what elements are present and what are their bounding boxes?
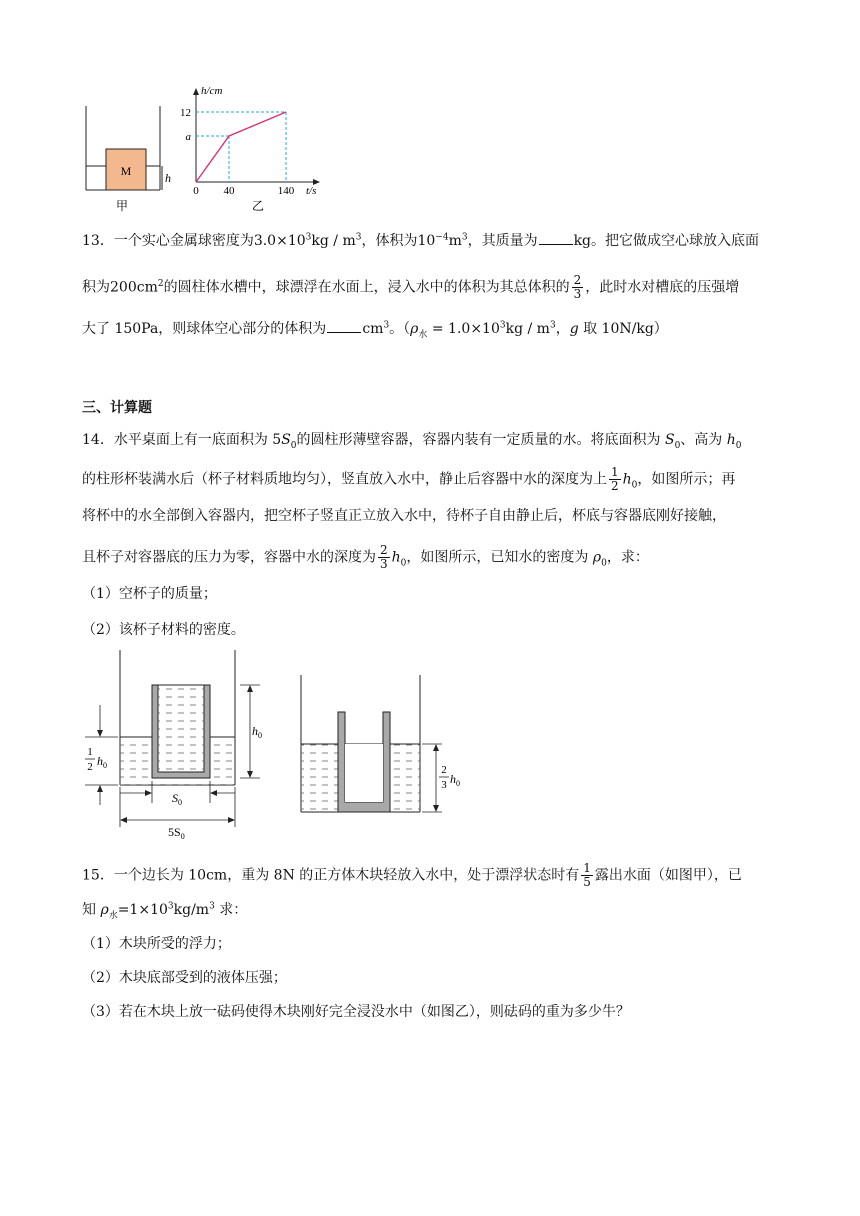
q15-text: 一个边长为 10cm，重为 8N 的正方体木块轻放入水中，处于漂浮状态时有 <box>113 867 580 884</box>
q13-unit: cm <box>362 321 384 337</box>
half-den: 2 <box>87 761 93 773</box>
numerator: 1 <box>583 861 591 875</box>
h-symbol: h <box>252 724 258 738</box>
q13-text: = 1.0×10 <box>427 321 500 337</box>
q15-line2 <box>82 900 247 920</box>
y-tick-12: 12 <box>180 107 191 119</box>
subscript: 0 <box>400 558 407 569</box>
h0-label <box>252 724 262 740</box>
q13-text: 大了 150Pa，则球体空心部分的体积为 <box>82 321 327 337</box>
h-label: h <box>165 171 171 185</box>
section-title: 三、计算题 <box>82 400 152 416</box>
subscript: 0 <box>601 558 607 569</box>
q14-text: 的柱形杯装满水后（杯子材料质地均匀），竖直放入水中，静止后容器中水的深度为上 <box>82 471 607 488</box>
q13-line2 <box>82 274 739 301</box>
q13-density: 3.0×10 <box>253 233 306 249</box>
x-tick-140: 140 <box>277 185 295 197</box>
answer-blank <box>327 318 361 333</box>
denominator: 3 <box>380 557 388 571</box>
q13-text: ，体积为 <box>361 233 418 249</box>
figure-cups <box>80 645 480 840</box>
h-symbol: h <box>450 772 456 786</box>
fraction-two-thirds <box>378 544 390 571</box>
q14-line3: 将杯中的水全部倒入容器内，把空杯子竖直正立放入水中，待杯子自由静止后，杯底与容器底刚好接触， <box>82 508 726 524</box>
subscript: 0 <box>258 731 262 740</box>
numerator: 1 <box>611 465 619 479</box>
yi-label: 乙 <box>251 199 265 213</box>
x-tick-0: 0 <box>193 185 199 197</box>
q14-text: 且杯子对容器底的压力为零，容器中水的深度为 <box>82 549 376 566</box>
q13-volume: 10 <box>417 233 436 249</box>
q13-text: 积为 <box>82 279 110 296</box>
container-right <box>301 675 420 812</box>
q13-line3 <box>82 318 668 339</box>
jia-label: 甲 <box>115 199 129 213</box>
q13-number: 13． <box>82 233 114 249</box>
subscript: 0 <box>456 779 460 788</box>
subscript: 0 <box>290 440 297 451</box>
q13-volume-unit-exp: 3 <box>461 232 468 243</box>
q15-text: 露出水面（如图甲），已 <box>594 867 742 884</box>
subscript: 0 <box>103 761 107 770</box>
q13-text: 一个实心金属球密度为 <box>113 233 254 249</box>
rho-subscript: 水 <box>108 910 118 921</box>
q15-part3: （3）若在木块上放一砝码使得木块刚好完全浸没水中（如图乙），则砝码的重为多少牛？ <box>82 1004 630 1020</box>
two-h0 <box>450 772 460 788</box>
q14-number: 14． <box>82 432 114 448</box>
denominator: 3 <box>573 287 582 301</box>
two-den: 3 <box>441 779 447 791</box>
q13-density-exp: 3 <box>305 232 312 243</box>
q14-text: 水平桌面上有一底面积为 5 <box>113 432 282 448</box>
q15-text: kg/m <box>173 902 210 918</box>
q13-line1 <box>82 230 759 251</box>
half-num: 1 <box>87 746 93 758</box>
two-num: 2 <box>441 764 447 776</box>
h-symbol: h <box>97 754 103 768</box>
rho-symbol: ρ <box>592 549 602 566</box>
rho-symbol: ρ <box>100 902 109 918</box>
q14-line4 <box>82 544 649 571</box>
h-symbol: h <box>391 549 401 566</box>
subscript: 0 <box>180 832 185 840</box>
fraction-one-half <box>609 466 621 493</box>
container-left <box>120 650 235 785</box>
graph-yi <box>180 85 320 213</box>
q13-text: ，此时水对槽底的压强增 <box>585 279 740 296</box>
subscript: 0 <box>631 480 638 491</box>
q15-number: 15． <box>82 867 114 884</box>
q14-text: 、高为 <box>680 432 727 448</box>
q13-volume-exp: −4 <box>435 232 449 243</box>
y-axis-label: h/cm <box>201 85 223 97</box>
q15-exp: 3 <box>209 901 215 912</box>
q13-text: kg。把它做成空心球放入底面 <box>573 233 760 249</box>
q13-volume-unit: m <box>448 233 462 249</box>
q14-text: 的圆柱形薄壁容器，容器内装有一定质量的水。将底面积为 <box>296 432 665 448</box>
q14-text: ，如图所示，已知水的密度为 <box>406 549 593 566</box>
q14-part2: （2）该杯子材料的密度。 <box>82 622 245 638</box>
subscript: 0 <box>178 798 182 807</box>
S-symbol: S <box>664 432 675 448</box>
S0-label <box>172 791 182 807</box>
rho-symbol: ρ <box>410 321 419 337</box>
q14-line2 <box>82 466 735 493</box>
rho-subscript: 水 <box>418 329 428 340</box>
q13-unit-exp: 3 <box>383 320 390 331</box>
block-m-label: M <box>120 164 132 178</box>
q13-density-unit-exp: 3 <box>355 232 362 243</box>
q15-text: 知 <box>82 902 101 918</box>
S-symbol: S <box>172 791 178 805</box>
q13-exp: 3 <box>549 320 556 331</box>
subscript: 0 <box>735 440 742 451</box>
fraction-two-thirds <box>572 274 584 301</box>
q14-text: ，如图所示；再 <box>637 471 736 488</box>
q13-text: 的圆柱体水槽中，球漂浮在水面上，浸入水中的体积为其总体积的 <box>163 279 570 296</box>
q13-exp: 3 <box>499 320 506 331</box>
q13-density-unit: kg / m <box>311 233 356 249</box>
q15-text: 求： <box>214 902 248 918</box>
q13-text: 取 10N/kg） <box>578 321 668 337</box>
q13-text: ， <box>555 321 570 337</box>
q15-part1: （1）木块所受的浮力； <box>82 936 231 952</box>
graph-line <box>196 112 286 182</box>
denominator: 5 <box>583 875 591 889</box>
q15-exp: 3 <box>167 901 174 912</box>
q13-text: ，其质量为 <box>467 233 538 249</box>
q14-line1 <box>82 430 742 450</box>
q15-text: =1×10 <box>117 902 168 918</box>
S-symbol: S <box>281 432 291 448</box>
q13-area: 200cm <box>110 279 158 296</box>
y-tick-a: a <box>185 131 191 143</box>
fraction-one-fifth <box>581 862 593 889</box>
numerator: 2 <box>380 543 388 557</box>
figure-jia-yi <box>80 82 330 217</box>
x-axis-label: t/s <box>306 185 317 197</box>
denominator: 2 <box>611 479 619 493</box>
5S0-label <box>168 825 185 840</box>
subscript: 0 <box>674 440 681 451</box>
answer-blank <box>539 230 573 245</box>
x-tick-40: 40 <box>223 185 235 197</box>
half-h0 <box>97 754 107 770</box>
q15-line1 <box>82 862 742 889</box>
numerator: 2 <box>573 273 582 287</box>
q13-text: kg / m <box>505 321 550 337</box>
h-symbol: h <box>726 432 736 448</box>
q14-part1: （1）空杯子的质量； <box>82 586 217 602</box>
q13-text: 。（ <box>389 321 411 337</box>
q14-text: ，求： <box>606 549 649 566</box>
g-symbol: g <box>569 321 579 337</box>
5S-symbol: 5S <box>168 825 181 839</box>
q13-area-exp: 2 <box>157 278 164 289</box>
h-symbol: h <box>622 471 632 488</box>
q15-part2: （2）木块底部受到的液体压强； <box>82 970 287 986</box>
